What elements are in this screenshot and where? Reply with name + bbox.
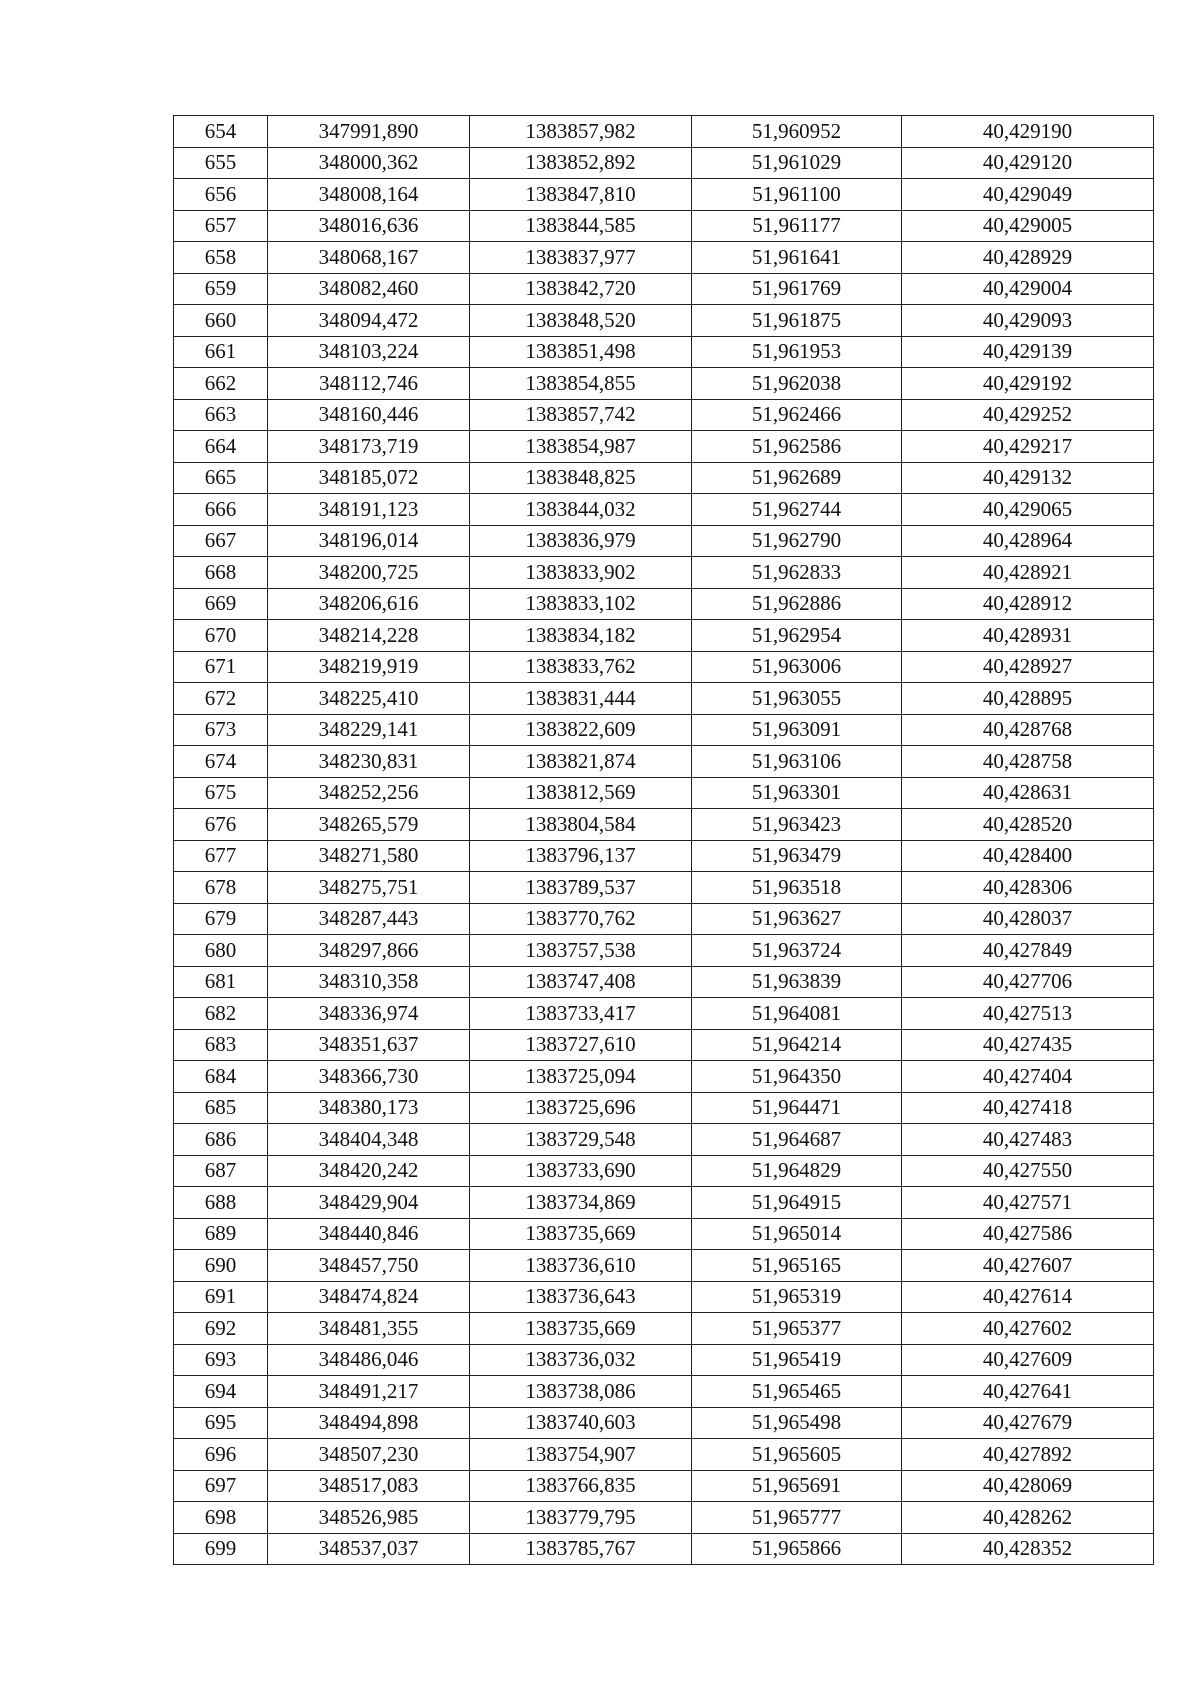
latitude-cell: 51,962586 [692, 431, 902, 463]
table-row [174, 1470, 1154, 1502]
x-coordinate-cell: 348517,083 [268, 1470, 470, 1502]
longitude-cell: 40,428768 [902, 714, 1154, 746]
y-coordinate-cell: 1383844,032 [470, 494, 692, 526]
point-number-cell: 678 [174, 872, 268, 904]
y-coordinate-cell: 1383847,810 [470, 179, 692, 211]
y-coordinate-cell: 1383729,548 [470, 1124, 692, 1156]
x-coordinate-cell: 348265,579 [268, 809, 470, 841]
x-coordinate-cell: 348429,904 [268, 1187, 470, 1219]
point-number-cell: 687 [174, 1155, 268, 1187]
latitude-cell: 51,965377 [692, 1313, 902, 1345]
table-row [174, 494, 1154, 526]
latitude-cell: 51,961769 [692, 273, 902, 305]
point-number-cell: 664 [174, 431, 268, 463]
table-row [174, 809, 1154, 841]
longitude-cell: 40,429217 [902, 431, 1154, 463]
longitude-cell: 40,427550 [902, 1155, 1154, 1187]
latitude-cell: 51,962833 [692, 557, 902, 589]
y-coordinate-cell: 1383854,855 [470, 368, 692, 400]
table-row [174, 368, 1154, 400]
y-coordinate-cell: 1383747,408 [470, 966, 692, 998]
point-number-cell: 670 [174, 620, 268, 652]
point-number-cell: 685 [174, 1092, 268, 1124]
latitude-cell: 51,962790 [692, 525, 902, 557]
point-number-cell: 662 [174, 368, 268, 400]
x-coordinate-cell: 348310,358 [268, 966, 470, 998]
longitude-cell: 40,428927 [902, 651, 1154, 683]
y-coordinate-cell: 1383736,610 [470, 1250, 692, 1282]
latitude-cell: 51,961177 [692, 210, 902, 242]
point-number-cell: 689 [174, 1218, 268, 1250]
longitude-cell: 40,427641 [902, 1376, 1154, 1408]
point-number-cell: 656 [174, 179, 268, 211]
latitude-cell: 51,965866 [692, 1533, 902, 1565]
latitude-cell: 51,965777 [692, 1502, 902, 1534]
latitude-cell: 51,963006 [692, 651, 902, 683]
longitude-cell: 40,427418 [902, 1092, 1154, 1124]
longitude-cell: 40,428069 [902, 1470, 1154, 1502]
y-coordinate-cell: 1383735,669 [470, 1313, 692, 1345]
x-coordinate-cell: 348507,230 [268, 1439, 470, 1471]
latitude-cell: 51,964214 [692, 1029, 902, 1061]
point-number-cell: 654 [174, 116, 268, 148]
x-coordinate-cell: 348440,846 [268, 1218, 470, 1250]
latitude-cell: 51,962689 [692, 462, 902, 494]
longitude-cell: 40,427404 [902, 1061, 1154, 1093]
table-row [174, 1344, 1154, 1376]
latitude-cell: 51,965465 [692, 1376, 902, 1408]
table-row [174, 620, 1154, 652]
x-coordinate-cell: 348404,348 [268, 1124, 470, 1156]
table-row [174, 1029, 1154, 1061]
latitude-cell: 51,964350 [692, 1061, 902, 1093]
latitude-cell: 51,963106 [692, 746, 902, 778]
point-number-cell: 693 [174, 1344, 268, 1376]
latitude-cell: 51,965691 [692, 1470, 902, 1502]
latitude-cell: 51,964829 [692, 1155, 902, 1187]
x-coordinate-cell: 348336,974 [268, 998, 470, 1030]
table-row [174, 1533, 1154, 1565]
table-row [174, 557, 1154, 589]
point-number-cell: 661 [174, 336, 268, 368]
table-row [174, 1061, 1154, 1093]
latitude-cell: 51,962038 [692, 368, 902, 400]
point-number-cell: 674 [174, 746, 268, 778]
y-coordinate-cell: 1383848,825 [470, 462, 692, 494]
longitude-cell: 40,428921 [902, 557, 1154, 589]
y-coordinate-cell: 1383851,498 [470, 336, 692, 368]
y-coordinate-cell: 1383833,902 [470, 557, 692, 589]
table-row [174, 1376, 1154, 1408]
longitude-cell: 40,427602 [902, 1313, 1154, 1345]
longitude-cell: 40,427849 [902, 935, 1154, 967]
table-row [174, 1124, 1154, 1156]
latitude-cell: 51,963724 [692, 935, 902, 967]
table-row [174, 179, 1154, 211]
point-number-cell: 686 [174, 1124, 268, 1156]
x-coordinate-cell: 348271,580 [268, 840, 470, 872]
latitude-cell: 51,963091 [692, 714, 902, 746]
x-coordinate-cell: 348481,355 [268, 1313, 470, 1345]
x-coordinate-cell: 348008,164 [268, 179, 470, 211]
longitude-cell: 40,429192 [902, 368, 1154, 400]
y-coordinate-cell: 1383727,610 [470, 1029, 692, 1061]
latitude-cell: 51,962886 [692, 588, 902, 620]
x-coordinate-cell: 348287,443 [268, 903, 470, 935]
table-row [174, 336, 1154, 368]
y-coordinate-cell: 1383833,762 [470, 651, 692, 683]
point-number-cell: 668 [174, 557, 268, 589]
point-number-cell: 690 [174, 1250, 268, 1282]
y-coordinate-cell: 1383822,609 [470, 714, 692, 746]
longitude-cell: 40,428352 [902, 1533, 1154, 1565]
table-row [174, 1187, 1154, 1219]
latitude-cell: 51,965165 [692, 1250, 902, 1282]
y-coordinate-cell: 1383725,094 [470, 1061, 692, 1093]
table-row [174, 935, 1154, 967]
y-coordinate-cell: 1383736,032 [470, 1344, 692, 1376]
longitude-cell: 40,428912 [902, 588, 1154, 620]
longitude-cell: 40,428631 [902, 777, 1154, 809]
longitude-cell: 40,428964 [902, 525, 1154, 557]
latitude-cell: 51,963518 [692, 872, 902, 904]
y-coordinate-cell: 1383837,977 [470, 242, 692, 274]
y-coordinate-cell: 1383831,444 [470, 683, 692, 715]
point-number-cell: 675 [174, 777, 268, 809]
table-row [174, 1502, 1154, 1534]
point-number-cell: 663 [174, 399, 268, 431]
coordinates-table [173, 115, 1154, 1565]
longitude-cell: 40,429252 [902, 399, 1154, 431]
point-number-cell: 671 [174, 651, 268, 683]
longitude-cell: 40,428895 [902, 683, 1154, 715]
x-coordinate-cell: 348191,123 [268, 494, 470, 526]
x-coordinate-cell: 348494,898 [268, 1407, 470, 1439]
longitude-cell: 40,429065 [902, 494, 1154, 526]
x-coordinate-cell: 348206,616 [268, 588, 470, 620]
y-coordinate-cell: 1383740,603 [470, 1407, 692, 1439]
latitude-cell: 51,965605 [692, 1439, 902, 1471]
longitude-cell: 40,427607 [902, 1250, 1154, 1282]
point-number-cell: 682 [174, 998, 268, 1030]
latitude-cell: 51,963301 [692, 777, 902, 809]
table-row [174, 1092, 1154, 1124]
latitude-cell: 51,961875 [692, 305, 902, 337]
point-number-cell: 665 [174, 462, 268, 494]
longitude-cell: 40,429190 [902, 116, 1154, 148]
longitude-cell: 40,428520 [902, 809, 1154, 841]
point-number-cell: 683 [174, 1029, 268, 1061]
y-coordinate-cell: 1383779,795 [470, 1502, 692, 1534]
point-number-cell: 658 [174, 242, 268, 274]
x-coordinate-cell: 348474,824 [268, 1281, 470, 1313]
x-coordinate-cell: 348082,460 [268, 273, 470, 305]
y-coordinate-cell: 1383754,907 [470, 1439, 692, 1471]
x-coordinate-cell: 348252,256 [268, 777, 470, 809]
x-coordinate-cell: 348103,224 [268, 336, 470, 368]
longitude-cell: 40,427614 [902, 1281, 1154, 1313]
table-row [174, 998, 1154, 1030]
x-coordinate-cell: 348491,217 [268, 1376, 470, 1408]
latitude-cell: 51,965419 [692, 1344, 902, 1376]
latitude-cell: 51,961953 [692, 336, 902, 368]
y-coordinate-cell: 1383804,584 [470, 809, 692, 841]
latitude-cell: 51,964915 [692, 1187, 902, 1219]
table-row [174, 1281, 1154, 1313]
table-row [174, 462, 1154, 494]
x-coordinate-cell: 348214,228 [268, 620, 470, 652]
y-coordinate-cell: 1383770,762 [470, 903, 692, 935]
x-coordinate-cell: 348185,072 [268, 462, 470, 494]
y-coordinate-cell: 1383842,720 [470, 273, 692, 305]
longitude-cell: 40,427706 [902, 966, 1154, 998]
longitude-cell: 40,427513 [902, 998, 1154, 1030]
y-coordinate-cell: 1383766,835 [470, 1470, 692, 1502]
y-coordinate-cell: 1383844,585 [470, 210, 692, 242]
table-row [174, 210, 1154, 242]
point-number-cell: 677 [174, 840, 268, 872]
table-row [174, 588, 1154, 620]
longitude-cell: 40,429093 [902, 305, 1154, 337]
y-coordinate-cell: 1383821,874 [470, 746, 692, 778]
longitude-cell: 40,428758 [902, 746, 1154, 778]
coordinates-table-body [174, 116, 1154, 1565]
x-coordinate-cell: 348229,141 [268, 714, 470, 746]
x-coordinate-cell: 348016,636 [268, 210, 470, 242]
table-row [174, 305, 1154, 337]
point-number-cell: 696 [174, 1439, 268, 1471]
y-coordinate-cell: 1383733,417 [470, 998, 692, 1030]
latitude-cell: 51,963055 [692, 683, 902, 715]
point-number-cell: 698 [174, 1502, 268, 1534]
table-row [174, 872, 1154, 904]
point-number-cell: 655 [174, 147, 268, 179]
latitude-cell: 51,964471 [692, 1092, 902, 1124]
y-coordinate-cell: 1383857,742 [470, 399, 692, 431]
point-number-cell: 676 [174, 809, 268, 841]
y-coordinate-cell: 1383848,520 [470, 305, 692, 337]
point-number-cell: 681 [174, 966, 268, 998]
latitude-cell: 51,965014 [692, 1218, 902, 1250]
y-coordinate-cell: 1383834,182 [470, 620, 692, 652]
point-number-cell: 680 [174, 935, 268, 967]
x-coordinate-cell: 348297,866 [268, 935, 470, 967]
table-row [174, 1155, 1154, 1187]
latitude-cell: 51,963479 [692, 840, 902, 872]
point-number-cell: 691 [174, 1281, 268, 1313]
longitude-cell: 40,428931 [902, 620, 1154, 652]
y-coordinate-cell: 1383857,982 [470, 116, 692, 148]
table-row [174, 273, 1154, 305]
longitude-cell: 40,428306 [902, 872, 1154, 904]
y-coordinate-cell: 1383833,102 [470, 588, 692, 620]
x-coordinate-cell: 348486,046 [268, 1344, 470, 1376]
x-coordinate-cell: 348173,719 [268, 431, 470, 463]
point-number-cell: 673 [174, 714, 268, 746]
x-coordinate-cell: 347991,890 [268, 116, 470, 148]
table-row [174, 1313, 1154, 1345]
point-number-cell: 679 [174, 903, 268, 935]
longitude-cell: 40,427679 [902, 1407, 1154, 1439]
latitude-cell: 51,961100 [692, 179, 902, 211]
point-number-cell: 684 [174, 1061, 268, 1093]
x-coordinate-cell: 348351,637 [268, 1029, 470, 1061]
point-number-cell: 660 [174, 305, 268, 337]
longitude-cell: 40,428929 [902, 242, 1154, 274]
table-row [174, 147, 1154, 179]
x-coordinate-cell: 348230,831 [268, 746, 470, 778]
longitude-cell: 40,428262 [902, 1502, 1154, 1534]
y-coordinate-cell: 1383733,690 [470, 1155, 692, 1187]
point-number-cell: 688 [174, 1187, 268, 1219]
latitude-cell: 51,960952 [692, 116, 902, 148]
y-coordinate-cell: 1383785,767 [470, 1533, 692, 1565]
y-coordinate-cell: 1383734,869 [470, 1187, 692, 1219]
point-number-cell: 659 [174, 273, 268, 305]
table-row [174, 1218, 1154, 1250]
y-coordinate-cell: 1383735,669 [470, 1218, 692, 1250]
point-number-cell: 666 [174, 494, 268, 526]
longitude-cell: 40,427586 [902, 1218, 1154, 1250]
point-number-cell: 694 [174, 1376, 268, 1408]
y-coordinate-cell: 1383854,987 [470, 431, 692, 463]
latitude-cell: 51,962466 [692, 399, 902, 431]
y-coordinate-cell: 1383736,643 [470, 1281, 692, 1313]
table-row [174, 1439, 1154, 1471]
table-row [174, 242, 1154, 274]
point-number-cell: 692 [174, 1313, 268, 1345]
x-coordinate-cell: 348196,014 [268, 525, 470, 557]
latitude-cell: 51,964081 [692, 998, 902, 1030]
latitude-cell: 51,961641 [692, 242, 902, 274]
point-number-cell: 657 [174, 210, 268, 242]
x-coordinate-cell: 348275,751 [268, 872, 470, 904]
latitude-cell: 51,965319 [692, 1281, 902, 1313]
y-coordinate-cell: 1383812,569 [470, 777, 692, 809]
y-coordinate-cell: 1383836,979 [470, 525, 692, 557]
table-row [174, 746, 1154, 778]
table-row [174, 903, 1154, 935]
longitude-cell: 40,429005 [902, 210, 1154, 242]
point-number-cell: 699 [174, 1533, 268, 1565]
longitude-cell: 40,427892 [902, 1439, 1154, 1471]
latitude-cell: 51,964687 [692, 1124, 902, 1156]
x-coordinate-cell: 348200,725 [268, 557, 470, 589]
table-row [174, 966, 1154, 998]
table-row [174, 840, 1154, 872]
table-row [174, 714, 1154, 746]
x-coordinate-cell: 348160,446 [268, 399, 470, 431]
longitude-cell: 40,427609 [902, 1344, 1154, 1376]
x-coordinate-cell: 348380,173 [268, 1092, 470, 1124]
table-row [174, 777, 1154, 809]
x-coordinate-cell: 348094,472 [268, 305, 470, 337]
latitude-cell: 51,965498 [692, 1407, 902, 1439]
longitude-cell: 40,429120 [902, 147, 1154, 179]
latitude-cell: 51,962954 [692, 620, 902, 652]
x-coordinate-cell: 348526,985 [268, 1502, 470, 1534]
table-row [174, 399, 1154, 431]
latitude-cell: 51,961029 [692, 147, 902, 179]
x-coordinate-cell: 348219,919 [268, 651, 470, 683]
x-coordinate-cell: 348537,037 [268, 1533, 470, 1565]
y-coordinate-cell: 1383757,538 [470, 935, 692, 967]
longitude-cell: 40,429004 [902, 273, 1154, 305]
table-row [174, 651, 1154, 683]
latitude-cell: 51,963627 [692, 903, 902, 935]
table-row [174, 431, 1154, 463]
y-coordinate-cell: 1383789,537 [470, 872, 692, 904]
point-number-cell: 667 [174, 525, 268, 557]
x-coordinate-cell: 348068,167 [268, 242, 470, 274]
longitude-cell: 40,427483 [902, 1124, 1154, 1156]
point-number-cell: 672 [174, 683, 268, 715]
x-coordinate-cell: 348112,746 [268, 368, 470, 400]
table-row [174, 116, 1154, 148]
table-row [174, 1407, 1154, 1439]
point-number-cell: 669 [174, 588, 268, 620]
x-coordinate-cell: 348366,730 [268, 1061, 470, 1093]
x-coordinate-cell: 348000,362 [268, 147, 470, 179]
y-coordinate-cell: 1383725,696 [470, 1092, 692, 1124]
longitude-cell: 40,428037 [902, 903, 1154, 935]
latitude-cell: 51,963839 [692, 966, 902, 998]
longitude-cell: 40,427435 [902, 1029, 1154, 1061]
latitude-cell: 51,962744 [692, 494, 902, 526]
latitude-cell: 51,963423 [692, 809, 902, 841]
longitude-cell: 40,429139 [902, 336, 1154, 368]
point-number-cell: 695 [174, 1407, 268, 1439]
table-row [174, 525, 1154, 557]
y-coordinate-cell: 1383738,086 [470, 1376, 692, 1408]
longitude-cell: 40,429132 [902, 462, 1154, 494]
longitude-cell: 40,427571 [902, 1187, 1154, 1219]
x-coordinate-cell: 348420,242 [268, 1155, 470, 1187]
x-coordinate-cell: 348457,750 [268, 1250, 470, 1282]
y-coordinate-cell: 1383796,137 [470, 840, 692, 872]
point-number-cell: 697 [174, 1470, 268, 1502]
table-row [174, 683, 1154, 715]
longitude-cell: 40,428400 [902, 840, 1154, 872]
x-coordinate-cell: 348225,410 [268, 683, 470, 715]
table-row [174, 1250, 1154, 1282]
y-coordinate-cell: 1383852,892 [470, 147, 692, 179]
longitude-cell: 40,429049 [902, 179, 1154, 211]
